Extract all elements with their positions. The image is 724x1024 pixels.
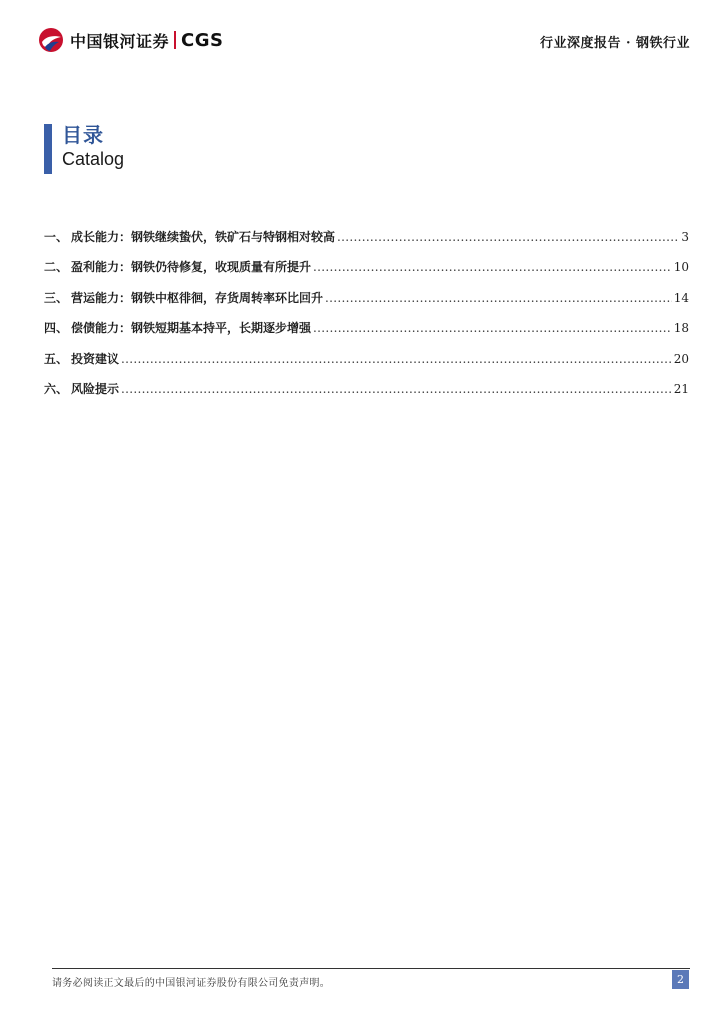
page-header — [0, 0, 724, 70]
toc-entry-title: 偿债能力：钢铁短期基本持平，长期逐步增强 — [71, 321, 312, 336]
toc-entry-title: 营运能力：钢铁中枢徘徊，存货周转率环比回升 — [71, 290, 324, 305]
toc-entry[interactable] — [44, 228, 689, 258]
footer-disclaimer: 请务必阅读正文最后的中国银河证券股份有限公司免责声明。 — [52, 978, 331, 989]
toc-entry-number: 一、 — [44, 230, 69, 244]
company-logo — [38, 27, 223, 53]
toc-entry-number: 五、 — [44, 351, 69, 366]
toc-entry[interactable] — [44, 319, 689, 349]
toc-entry-page: 10 — [673, 260, 689, 275]
toc-leader-dots — [337, 230, 679, 244]
report-type — [540, 32, 690, 51]
toc-entry[interactable] — [44, 289, 689, 319]
report-category: 行业深度报告 — [539, 36, 621, 51]
toc-entry-page: 14 — [673, 290, 689, 305]
footer-divider — [52, 968, 690, 969]
toc-entry-number: 六、 — [44, 381, 69, 396]
toc-entry-page: 18 — [673, 321, 689, 336]
toc-entry[interactable] — [44, 380, 689, 410]
toc-leader-dots — [325, 291, 672, 305]
catalog-title-cn: 目录 — [62, 123, 104, 147]
toc-leader-dots — [121, 382, 672, 396]
toc-leader-dots — [121, 352, 672, 366]
toc-entry-number: 四、 — [44, 321, 69, 336]
catalog-title-en: Catalog — [62, 149, 125, 169]
toc-leader-dots — [313, 321, 672, 335]
toc-entry[interactable] — [44, 350, 689, 380]
toc-entry-title: 风险提示 — [71, 381, 120, 396]
logo-text-en: CGS — [181, 29, 224, 51]
toc-entry-page: 3 — [681, 230, 689, 244]
toc-entry-title: 盈利能力：钢铁仍待修复，收现质量有所提升 — [71, 260, 312, 275]
toc-entry-page: 21 — [673, 381, 689, 396]
toc-entry-title: 投资建议 — [71, 351, 120, 366]
report-industry: 钢铁行业 — [635, 36, 690, 51]
toc-entry-number: 二、 — [44, 260, 69, 275]
cgs-logo-icon — [38, 27, 64, 53]
toc-entry-title: 成长能力：钢铁继续蛰伏，铁矿石与特钢相对较高 — [71, 230, 336, 244]
page-number-badge: 2 — [672, 970, 689, 989]
toc-entry-number: 三、 — [44, 290, 69, 305]
logo-separator — [174, 31, 176, 49]
table-of-contents — [44, 228, 689, 410]
toc-entry-page: 20 — [673, 351, 689, 366]
catalog-accent-bar — [44, 124, 52, 174]
separator-dot: · — [625, 36, 631, 51]
logo-text-cn: 中国银河证券 — [70, 31, 170, 51]
toc-entry[interactable] — [44, 258, 689, 288]
toc-leader-dots — [313, 260, 672, 274]
